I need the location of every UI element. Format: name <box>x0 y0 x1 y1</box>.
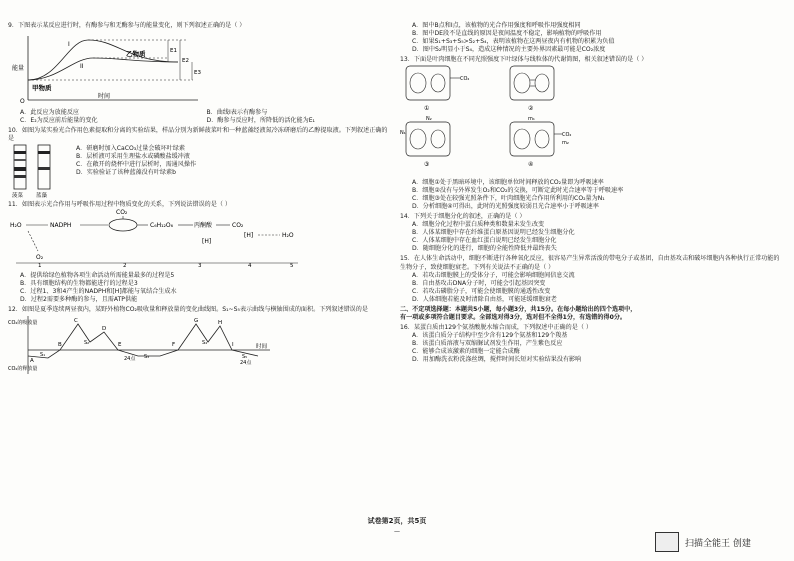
q11-step-2: 2 <box>123 263 127 270</box>
q11-pyruvate: 丙酮酸 <box>194 222 213 230</box>
q9-product: 乙物质 <box>126 50 146 59</box>
q12-point-C: C <box>74 318 78 325</box>
q13-label-3: ③ <box>424 161 430 169</box>
q10-label-cyano: 蓝藻 <box>36 193 48 200</box>
question-12 <box>8 306 393 379</box>
q12-area-S1: S₁ <box>40 352 46 359</box>
q12-area-S2: S₂ <box>84 340 90 347</box>
q9-origin: O <box>20 98 25 105</box>
scanner-watermark <box>655 532 751 552</box>
q14-opt-c[interactable]: C．人体某细胞中存在血红蛋白说明已经发生细胞分化 <box>412 237 557 245</box>
q9-reactant: 甲物质 <box>32 84 52 93</box>
q15-opt-c[interactable]: C．若攻击磷脂分子，可能会使细胞膜的通透性改变 <box>412 287 551 295</box>
q10-stem: 10．如图为某实验光合作用色素提取和分离的实验结果，样品分别为新鲜菠菜叶和一种蓝藻经液氮冷冻研磨后的乙醇提取液。下列叙述正确的是 <box>8 127 388 143</box>
q16-stem: 16．某蛋白质由129个氨基酸脱水缩合而成，下列叙述中正确的是（ ） <box>400 323 592 331</box>
q13-cell-1 <box>406 66 469 112</box>
scanner-watermark-text: 扫描全能王 创建 <box>685 538 751 549</box>
q11-step-4: 4 <box>248 263 252 270</box>
q12-co2-curve <box>8 314 278 376</box>
question-13 <box>400 56 785 211</box>
q10-label-spinach: 菠菜 <box>12 193 24 200</box>
q12-time-24-a: 24点 <box>124 356 136 363</box>
section-2-line1: 二、不定项选择题：本题共5小题，每小题3分，共15分。在每小题给出的四个选项中， <box>400 305 637 313</box>
q9-label-II: II <box>80 63 84 71</box>
q13-cell-3 <box>400 116 450 168</box>
q10-options <box>64 143 393 177</box>
q9-opt-c[interactable]: C．E₂为反应前后能量的变化 <box>20 117 98 125</box>
q12-point-D: D <box>102 326 107 333</box>
section-2-heading <box>400 306 785 322</box>
q12-stem: 12．如图是夏季连续两昼夜内，某野外植物CO₂吸收量和释放量的变化曲线图。S₁~S₅表示曲线与横轴围成的面积。下列叙述错误的是 <box>8 306 368 314</box>
q9-energy-diagram <box>8 32 208 104</box>
q13-cell4-co2: CO₂ <box>562 132 572 139</box>
q16-opt-b[interactable]: B．该蛋白质溶液与双缩脲试剂发生作用，产生紫色反应 <box>412 339 563 347</box>
q12-xlabel: 时间 <box>256 344 268 351</box>
q13-cell-diagrams <box>400 64 600 176</box>
q12-point-E: E <box>118 342 122 349</box>
question-15 <box>400 255 785 303</box>
q11-co2-top: CO₂ <box>116 209 128 217</box>
q13-opt-d[interactable]: D．分析细胞④可得出，此时的光照强度较弱且光合速率小于呼吸速率 <box>412 203 599 211</box>
q11-opt-c[interactable]: C．过程1、3和4产生的NADPH和[H]都能与氧结合生成水 <box>20 288 177 296</box>
q12-point-H: H <box>218 320 223 327</box>
q14-opt-b[interactable]: B．人体某细胞中存在纤维蛋白原基因说明已经发生细胞分化 <box>412 229 575 237</box>
q12-point-A: A <box>30 358 34 365</box>
q14-stem: 14．下列关于细胞分化的叙述，正确的是（ ） <box>400 213 526 221</box>
q13-opt-c[interactable]: C．细胞③处在较强光照条件下，叶肉细胞光合作用所利用的CO₂量为N₁ <box>412 195 605 203</box>
question-9 <box>8 22 393 125</box>
q11-co2-right: CO₂ <box>232 222 244 230</box>
q14-opt-a[interactable]: A．细胞分化过程中蛋白质种类和数量未发生改变 <box>412 221 545 229</box>
q12-ylabel-top: CO₂的吸收量 <box>8 320 38 327</box>
q9-label-I: I <box>68 41 70 49</box>
q16-opt-c[interactable]: C．能够合成该激素的细胞一定能合成酶 <box>412 347 520 355</box>
q14-opt-d[interactable]: D．随细胞分化的进行，细胞的全能性降低并最终丧失 <box>412 245 557 253</box>
page-footer-mark: — <box>394 528 400 535</box>
q13-m2: m₂ <box>562 140 569 147</box>
q11-opt-a[interactable]: A．提供给绿色植物各项生命活动所需能量最多的过程是5 <box>20 272 175 280</box>
q13-N1: N₁ <box>400 130 406 137</box>
page-footer: 试卷第2页，共5页 <box>367 517 427 525</box>
q12-opt-a[interactable]: A．图中B点和I点，该植物的光合作用强度和呼吸作用强度相同 <box>412 22 581 29</box>
q12-point-G: G <box>194 318 199 325</box>
q9-opt-b[interactable]: B．曲线I表示有酶参与 <box>206 109 268 117</box>
q13-m1: m₁ <box>528 116 535 123</box>
question-12-options <box>400 22 785 54</box>
question-16 <box>400 324 785 364</box>
q9-opts-row2 <box>8 117 393 125</box>
q11-h2o-right: H₂O <box>282 232 294 240</box>
q11-step-5: 5 <box>290 263 294 270</box>
q13-label-4: ④ <box>528 161 534 169</box>
q9-stem: 9．下图表示某反应进行时，有酶参与和无酶参与的能量变化，则下列叙述正确的是（ ） <box>8 22 246 29</box>
q13-stem: 13．下面是叶肉细胞在不同光照强度下叶绿体与线粒体的代谢简图，相关叙述错误的是（ ） <box>400 56 648 64</box>
q12-area-S5: S₅ <box>242 354 248 361</box>
q12-point-F: F <box>172 342 176 349</box>
q12-point-I: I <box>232 342 234 349</box>
q12-opt-c[interactable]: C．如果S₁+S₃+S₅>S₂+S₄，表明该植物在这两昼夜内有机物的积累为负值 <box>412 38 615 46</box>
q11-glucose: C₆H₁₂O₆ <box>150 222 174 230</box>
q9-E1: E1 <box>170 48 177 55</box>
q16-opt-a[interactable]: A．该蛋白质分子结构中至少含有129个氨基和129个羧基 <box>412 331 568 339</box>
q11-step-3: 3 <box>198 263 202 270</box>
q13-label-2: ② <box>528 105 534 113</box>
question-11 <box>8 201 393 304</box>
q11-h-2: [H] <box>244 232 254 240</box>
q9-E3: E3 <box>194 70 201 77</box>
q15-stem: 15．在人体生命活动中，细胞不断进行各种氧化反应，很容易产生异常活泼的带电分子或基团，自由基攻击和破坏细胞内各种执行正常功能的生物分子，致使细胞衰老。下列有关说法不正确的是（ ） <box>400 255 780 271</box>
q15-opt-a[interactable]: A．若攻击细胞膜上的受体分子，可能会影响细胞间信息交流 <box>412 271 575 279</box>
q10-chromatography-figure <box>8 143 64 199</box>
q9-opt-a[interactable]: A．此反应为放能反应 <box>20 109 80 117</box>
q9-opts-row1 <box>8 109 393 117</box>
q15-opt-d[interactable]: D．人体细胞若能及时清除自由基，可能延缓细胞衰老 <box>412 295 557 303</box>
q13-N2: N₂ <box>426 116 432 123</box>
q11-step-1: 1 <box>38 263 42 270</box>
q10-body <box>8 143 393 199</box>
q15-opt-b[interactable]: B．自由基攻击DNA分子时，可能会引起基因突变 <box>412 279 546 287</box>
q12-opt-b[interactable]: B．图中DE段不是直线的原因是夜间温度不稳定，影响植物的呼吸作用 <box>412 30 602 38</box>
q11-process-diagram <box>8 209 308 269</box>
q10-opt-a[interactable]: A．研磨时加入CaCO₃过量会破坏叶绿素 <box>76 145 185 153</box>
q10-opt-d[interactable]: D．实验验证了该种蓝藻没有叶绿素b <box>76 169 176 177</box>
q9-opt-d[interactable]: D．酶参与反应时，所降低的活化能为E₁ <box>206 117 315 125</box>
q11-h-1: [H] <box>202 238 212 246</box>
q13-cell-4 <box>510 116 571 168</box>
q11-stem: 11．如图表示光合作用与呼吸作用过程中物质变化的关系，下列说法错误的是（ ） <box>8 201 231 209</box>
q11-o2: O₂ <box>36 254 44 262</box>
q9-energy-figure <box>8 32 393 107</box>
q11-opt-d[interactable]: D．过程2需要多种酶的参与，且需ATP供能 <box>20 296 138 304</box>
q13-cell-2 <box>510 66 554 112</box>
scanner-logo-icon <box>655 532 679 552</box>
section-2-line2: 有一项或多项符合题目要求。全部选对得3分，选对但不全得1分，有选错的得0分。 <box>400 313 627 321</box>
question-10 <box>8 127 393 199</box>
q11-nadph: NADPH <box>50 222 72 230</box>
question-14 <box>400 213 785 253</box>
left-column <box>8 22 393 381</box>
q12-area-S3: S₃ <box>144 354 150 361</box>
q13-opt-a[interactable]: A．细胞①处于黑暗环境中，该细胞单位时间释放的CO₂量即为呼吸速率 <box>412 179 604 187</box>
q9-E2: E2 <box>182 58 189 65</box>
q13-label-1: ① <box>424 105 430 113</box>
q12-ylabel-bottom: CO₂的释放量 <box>8 366 38 373</box>
q11-h2o-left: H₂O <box>10 222 22 230</box>
q12-opt-d[interactable]: D．图中S₂明显小于S₄，造成这种情况的主要外界因素最可能是CO₂浓度 <box>412 46 606 54</box>
q10-opt-c[interactable]: C．在敞开的烧杯中进行层析时，需通风操作 <box>76 161 197 169</box>
q11-opt-b[interactable]: B．具有细胞结构的生物都能进行的过程是3 <box>20 280 138 288</box>
q9-xlabel: 时间 <box>98 93 111 101</box>
q12-point-B: B <box>58 342 62 349</box>
q13-opt-b[interactable]: B．细胞②没有与外界发生O₂和CO₂的交换，可断定此时光合速率等于呼吸速率 <box>412 187 624 195</box>
q12-time-24-b: 24点 <box>240 360 252 367</box>
q13-cell1-co2: CO₂ <box>460 76 470 83</box>
q9-ylabel: 能量 <box>12 65 25 73</box>
right-column <box>400 22 785 366</box>
q12-area-S4: S₄ <box>202 340 208 347</box>
q10-opt-b[interactable]: B．层析液可采用生理盐水或磷酸盐缓冲液 <box>76 153 190 161</box>
q16-opt-d[interactable]: D．用加酶洗衣粉洗涤丝绸，搅拌时间长短对实验结果没有影响 <box>412 355 582 363</box>
